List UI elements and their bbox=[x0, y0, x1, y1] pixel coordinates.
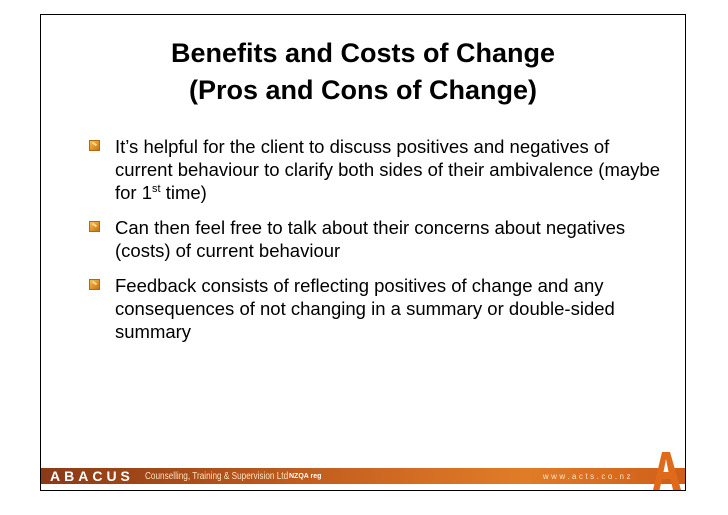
bullet-item bbox=[88, 216, 668, 262]
nzqa-badge: NZQA reg bbox=[289, 473, 322, 480]
slide-title-line-1: Benefits and Costs of Change bbox=[170, 38, 556, 68]
bullet-text: It’s helpful for the client to discuss positives and negatives of current behaviour to clarify both sides of their ambivalence (maybe for 1 bbox=[115, 136, 660, 203]
bullet-superscript: st bbox=[152, 182, 161, 195]
bullet-text-continued: time) bbox=[160, 182, 207, 203]
abacus-a-logo-icon bbox=[645, 448, 685, 490]
orange-square-bullet-icon bbox=[89, 279, 100, 290]
orange-square-bullet-icon bbox=[89, 140, 100, 151]
brand-tagline: Counselling, Training & Supervision Ltd bbox=[145, 471, 289, 482]
slide-title bbox=[41, 35, 685, 109]
brand-name: ABACUS bbox=[50, 468, 134, 484]
bullet-list bbox=[88, 135, 668, 355]
slide-title-line-2: (Pros and Cons of Change) bbox=[188, 75, 537, 105]
slide-footer bbox=[41, 462, 685, 490]
slide bbox=[40, 14, 686, 491]
bullet-item bbox=[88, 274, 668, 343]
bullet-text: Can then feel free to talk about their concerns about negatives (costs) of current behaviour bbox=[115, 217, 626, 261]
bullet-item bbox=[88, 135, 668, 204]
orange-square-bullet-icon bbox=[89, 221, 100, 232]
website-link[interactable]: www.acts.co.nz bbox=[542, 472, 633, 481]
bullet-text: Feedback consists of reflecting positives of change and any consequences of not changing in a summary or double-sided summary bbox=[115, 275, 615, 342]
footer-bar bbox=[41, 468, 685, 484]
